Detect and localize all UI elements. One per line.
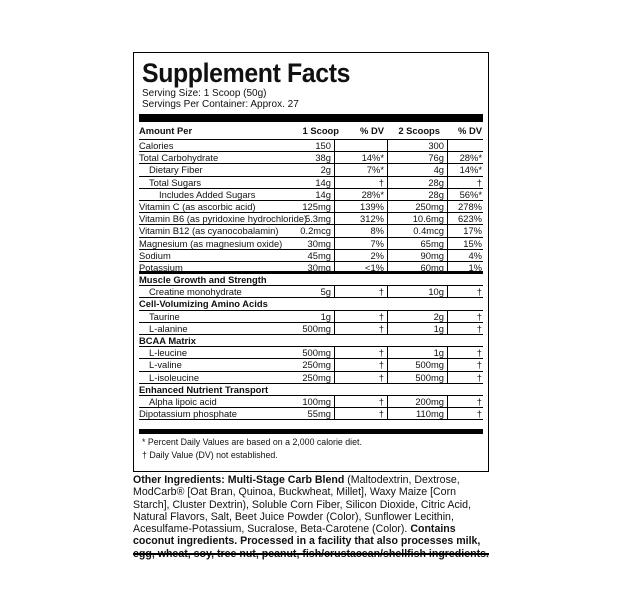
amount-1-scoop: 250mg — [302, 371, 331, 383]
column-divider — [334, 286, 335, 297]
amount-2-scoops: 1g — [433, 322, 444, 334]
column-divider — [334, 164, 335, 175]
amount-1-scoop: 250mg — [302, 359, 331, 371]
dv-1-scoop: † — [378, 408, 384, 420]
thick-divider — [139, 429, 483, 434]
column-divider — [447, 311, 448, 322]
table-row — [139, 323, 483, 335]
amount-1-scoop: 150 — [315, 140, 331, 151]
dv-2-scoops: † — [476, 286, 482, 298]
dv-1-scoop: 312% — [360, 213, 384, 225]
dv-2-scoops: † — [476, 322, 482, 334]
column-divider — [387, 250, 388, 261]
column-divider — [447, 262, 448, 271]
amount-1-scoop: 14g — [315, 188, 331, 200]
column-divider — [387, 311, 388, 322]
amount-1-scoop: 500mg — [302, 322, 331, 334]
amount-2-scoops: 200mg — [415, 395, 444, 407]
row-label: Dietary Fiber — [149, 164, 203, 176]
table-row — [139, 152, 483, 164]
dv-2-scoops: 278% — [458, 200, 482, 212]
amount-1-scoop: 5.3mg — [304, 213, 331, 225]
column-divider — [387, 372, 388, 383]
column-divider — [447, 152, 448, 163]
row-label: Cell-Volumizing Amino Acids — [139, 298, 268, 310]
amount-2-scoops: 28g — [428, 188, 444, 200]
amount-2-scoops: 250mg — [415, 200, 444, 212]
column-divider — [387, 152, 388, 163]
section-row — [139, 335, 483, 347]
dv-1-scoop: 14%* — [361, 152, 384, 164]
amount-1-scoop: 500mg — [302, 347, 331, 359]
dv-2-scoops: 14%* — [459, 164, 482, 176]
column-divider — [387, 408, 388, 419]
header-dv-1: % DV — [360, 125, 384, 136]
table-row — [139, 201, 483, 213]
servings-per-container: Servings Per Container: Approx. 27 — [142, 99, 299, 110]
amount-2-scoops: 10.6mg — [412, 213, 444, 225]
row-label: Vitamin C (as ascorbic acid) — [139, 200, 256, 212]
column-divider — [334, 177, 335, 188]
column-divider — [387, 347, 388, 358]
dv-1-scoop: 139% — [360, 200, 384, 212]
table-row — [139, 262, 483, 274]
column-divider — [387, 225, 388, 236]
table-row — [139, 177, 483, 189]
column-divider — [447, 201, 448, 212]
dv-2-scoops: 1% — [468, 261, 482, 273]
column-divider — [334, 372, 335, 383]
column-divider — [334, 250, 335, 261]
amount-1-scoop: 55mg — [307, 408, 331, 420]
column-divider — [447, 189, 448, 200]
row-label: BCAA Matrix — [139, 335, 196, 346]
column-divider — [387, 396, 388, 407]
column-divider — [334, 213, 335, 224]
amount-2-scoops: 500mg — [415, 359, 444, 371]
table-row — [139, 140, 483, 152]
footnote-daily-values: * Percent Daily Values are based on a 2,000 calorie diet. — [142, 437, 362, 447]
dv-2-scoops: † — [476, 347, 482, 359]
amount-2-scoops: 110mg — [416, 408, 444, 420]
row-label: L-valine — [149, 359, 182, 371]
row-label: Magnesium (as magnesium oxide) — [139, 237, 283, 249]
column-divider — [447, 323, 448, 334]
header-1-scoop: 1 Scoop — [302, 125, 339, 136]
row-label: L-leucine — [149, 347, 188, 359]
column-divider — [334, 323, 335, 334]
column-divider — [387, 177, 388, 188]
column-divider — [447, 238, 448, 249]
column-divider — [334, 140, 335, 151]
column-divider — [387, 323, 388, 334]
column-divider — [334, 262, 335, 271]
column-divider — [387, 286, 388, 297]
row-label: Dipotassium phosphate — [139, 408, 237, 420]
amount-1-scoop: 45mg — [307, 249, 331, 261]
column-divider — [334, 347, 335, 358]
row-label: Creatine monohydrate — [149, 286, 242, 298]
row-label: L-isoleucine — [149, 371, 200, 383]
table-row — [139, 347, 483, 359]
column-divider — [447, 286, 448, 297]
allergen-statement: Contains coconut ingredients. Processed in a facility that also processes milk, — [133, 523, 481, 548]
amount-1-scoop: 125mg — [302, 200, 331, 212]
column-divider — [447, 213, 448, 224]
row-label: L-alanine — [149, 322, 188, 334]
amount-2-scoops: 60mg — [420, 261, 444, 273]
column-divider — [387, 201, 388, 212]
column-divider — [334, 359, 335, 370]
column-divider — [447, 372, 448, 383]
column-divider — [334, 238, 335, 249]
table-row — [139, 286, 483, 298]
ingredients-body: (Maltodextrin, Dextrose, ModCarb® [Oat Bran, Quinoa, Buckwheat, Millet], Waxy Maize [Corn Starch], Cluster Dextrin), Soluble Corn Fiber, Silicon Dioxide, Citric Acid, Natural Flavors, Salt, Beet Juice Powder (Color), Sunflower Lecithin, Acesulfame-Potassium, Sucralose, Beta-Carotene (Color). — [133, 474, 471, 536]
dv-2-scoops: 17% — [463, 225, 482, 237]
dv-2-scoops: † — [476, 176, 482, 188]
table-header-row — [139, 122, 483, 140]
dv-1-scoop: † — [378, 395, 384, 407]
row-label: Calories — [139, 140, 174, 151]
column-divider — [387, 262, 388, 271]
supplement-facts-panel — [133, 52, 489, 472]
column-divider — [334, 152, 335, 163]
panel-title: Supplement Facts — [142, 58, 351, 88]
dv-2-scoops: † — [476, 359, 482, 371]
row-label: Total Sugars — [149, 176, 202, 188]
amount-1-scoop: 38g — [315, 152, 331, 164]
dv-1-scoop: 2% — [370, 249, 384, 261]
column-divider — [387, 140, 388, 151]
section-row — [139, 298, 483, 310]
dv-1-scoop: † — [378, 322, 384, 334]
dv-2-scoops: 15% — [463, 237, 482, 249]
column-divider — [334, 408, 335, 419]
dv-1-scoop: <1% — [364, 261, 384, 273]
amount-2-scoops: 90mg — [420, 249, 444, 261]
ingredients-heading: Other Ingredients: Multi-Stage Carb Blend — [133, 474, 345, 486]
column-divider — [387, 359, 388, 370]
dv-2-scoops: † — [476, 371, 482, 383]
header-dv-2: % DV — [458, 125, 482, 136]
dv-1-scoop: 8% — [370, 225, 384, 237]
amount-1-scoop: 2g — [320, 164, 331, 176]
column-divider — [334, 189, 335, 200]
section-row — [139, 274, 483, 286]
amount-2-scoops: 300 — [428, 140, 444, 151]
column-divider — [447, 140, 448, 151]
dv-1-scoop: † — [378, 347, 384, 359]
footnote-dv-not-established: † Daily Value (DV) not established. — [142, 450, 278, 460]
amount-2-scoops: 0.4mcg — [413, 225, 444, 237]
row-label: Alpha lipoic acid — [149, 395, 217, 407]
dv-2-scoops: 56%* — [459, 188, 482, 200]
column-divider — [447, 408, 448, 419]
dv-1-scoop: 28%* — [361, 188, 384, 200]
amount-1-scoop: 1g — [320, 310, 331, 322]
dv-1-scoop: † — [378, 359, 384, 371]
other-ingredients — [133, 474, 495, 560]
table-row — [139, 396, 483, 408]
thick-divider — [139, 114, 483, 122]
amount-1-scoop: 100mg — [302, 395, 331, 407]
dv-1-scoop: † — [378, 286, 384, 298]
table-row — [139, 189, 483, 201]
table-body — [139, 140, 483, 420]
table-row — [139, 164, 483, 176]
column-divider — [447, 164, 448, 175]
column-divider — [447, 225, 448, 236]
row-label: Vitamin B6 (as pyridoxine hydrochloride) — [139, 213, 308, 225]
column-divider — [447, 359, 448, 370]
amount-2-scoops: 65mg — [420, 237, 444, 249]
column-divider — [334, 396, 335, 407]
row-label: Sodium — [139, 249, 171, 261]
column-divider — [447, 177, 448, 188]
dv-1-scoop: 7% — [370, 237, 384, 249]
row-label: Includes Added Sugars — [159, 188, 256, 200]
amount-1-scoop: 0.2mcg — [300, 225, 331, 237]
table-row — [139, 359, 483, 371]
dv-1-scoop: † — [378, 371, 384, 383]
table-row — [139, 225, 483, 237]
column-divider — [334, 225, 335, 236]
dv-2-scoops: 4% — [468, 249, 482, 261]
amount-1-scoop: 30mg — [307, 237, 331, 249]
table-row — [139, 250, 483, 262]
dv-2-scoops: 28%* — [459, 152, 482, 164]
header-amount-per: Amount Per — [139, 125, 193, 136]
table-row — [139, 238, 483, 250]
amount-2-scoops: 4g — [433, 164, 444, 176]
amount-2-scoops: 76g — [428, 152, 444, 164]
table-row — [139, 213, 483, 225]
section-row — [139, 384, 483, 396]
dv-2-scoops: † — [476, 395, 482, 407]
row-label: Potassium — [139, 261, 183, 273]
amount-1-scoop: 14g — [315, 176, 331, 188]
dv-1-scoop: † — [378, 176, 384, 188]
row-label: Total Carbohydrate — [139, 152, 219, 164]
column-divider — [387, 238, 388, 249]
table-row — [139, 311, 483, 323]
row-label: Taurine — [149, 310, 180, 322]
column-divider — [387, 213, 388, 224]
column-divider — [387, 164, 388, 175]
column-divider — [334, 311, 335, 322]
table-row — [139, 408, 483, 420]
amount-1-scoop: 30mg — [307, 261, 331, 273]
column-divider — [447, 250, 448, 261]
column-divider — [334, 201, 335, 212]
column-divider — [387, 189, 388, 200]
amount-2-scoops: 2g — [433, 310, 444, 322]
amount-2-scoops: 10g — [428, 286, 444, 298]
dv-2-scoops: 623% — [458, 213, 482, 225]
facts-table — [139, 122, 483, 420]
dv-1-scoop: 7%* — [366, 164, 384, 176]
column-divider — [447, 396, 448, 407]
amount-2-scoops: 1g — [433, 347, 444, 359]
ingredients-divider — [133, 553, 489, 555]
column-divider — [447, 347, 448, 358]
amount-2-scoops: 28g — [428, 176, 444, 188]
serving-size: Serving Size: 1 Scoop (50g) — [142, 88, 267, 99]
table-row — [139, 372, 483, 384]
header-2-scoops: 2 Scoops — [398, 125, 440, 136]
dv-1-scoop: † — [378, 310, 384, 322]
row-label: Vitamin B12 (as cyanocobalamin) — [139, 225, 279, 237]
dv-2-scoops: † — [476, 408, 482, 420]
amount-1-scoop: 5g — [320, 286, 331, 298]
row-label: Enhanced Nutrient Transport — [139, 383, 269, 395]
dv-2-scoops: † — [476, 310, 482, 322]
row-label: Muscle Growth and Strength — [139, 274, 267, 286]
amount-2-scoops: 500mg — [415, 371, 444, 383]
